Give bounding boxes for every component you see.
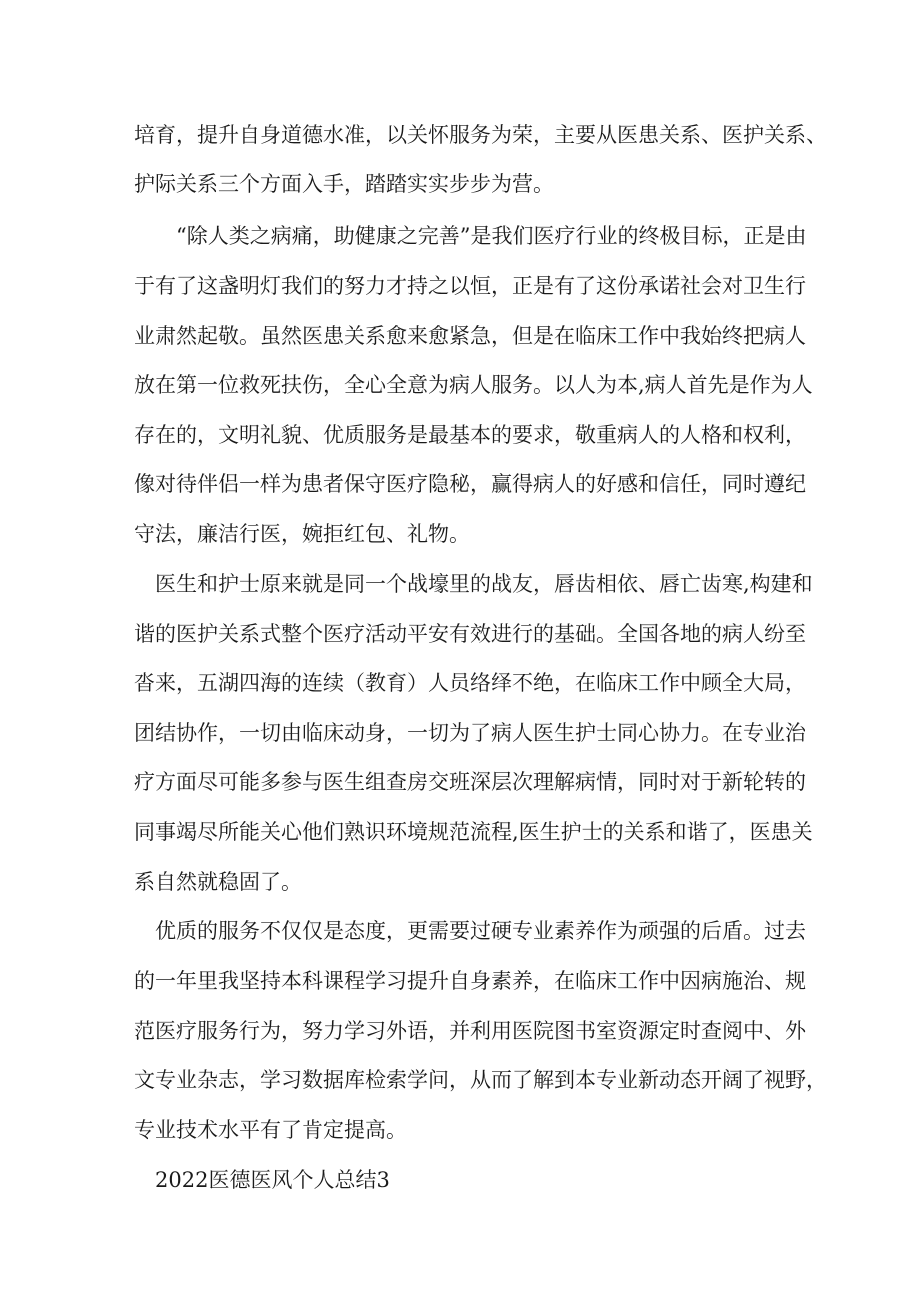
- paragraph-4-line-3: 范医疗服务行为，努力学习外语，并利用医院图书室资源定时查阅中、外: [134, 1019, 806, 1043]
- paragraph-3-line-4: 团结协作，一切由临床动身，一切为了病人医生护士同心协力。在专业治: [134, 721, 806, 745]
- paragraph-3-line-2: 谐的医护关系式整个医疗活动平安有效进行的基础。全国各地的病人纷至: [134, 622, 806, 646]
- paragraph-4-line-4: 文专业杂志，学习数据库检索学问，从而了解到本专业新动态开阔了视野，: [134, 1068, 827, 1092]
- paragraph-1-line-2: 护际关系三个方面入手，踏踏实实步步为营。: [134, 172, 554, 196]
- paragraph-4-line-1: 优质的服务不仅仅是态度，更需要过硬专业素养作为顽强的后盾。过去: [155, 919, 806, 943]
- paragraph-3-line-7: 系自然就稳固了。: [134, 870, 302, 894]
- paragraph-2-line-5: 存在的，文明礼貌、优质服务是最基本的要求，敬重病人的人格和权利，: [134, 423, 806, 447]
- paragraph-2-line-6: 像对待伴侣一样为患者保守医疗隐秘，赢得病人的好感和信任，同时遵纪: [134, 472, 806, 496]
- paragraph-4-line-5: 专业技术水平有了肯定提高。: [134, 1118, 407, 1142]
- paragraph-3-line-3: 沓来，五湖四海的连续（教育）人员络绎不绝，在临床工作中顾全大局，: [134, 671, 806, 695]
- paragraph-3-line-6: 同事竭尽所能关心他们熟识环境规范流程,医生护士的关系和谐了，医患关: [134, 820, 813, 844]
- paragraph-1-line-1: 培育，提升自身道德水准，以关怀服务为荣，主要从医患关系、医护关系、: [134, 123, 827, 147]
- paragraph-2-line-7: 守法，廉洁行医，婉拒红包、礼物。: [134, 522, 470, 546]
- paragraph-2-line-2: 于有了这盏明灯我们的努力才持之以恒，正是有了这份承诺社会对卫生行: [134, 274, 806, 298]
- paragraph-2-line-4: 放在第一位救死扶伤，全心全意为病人服务。以人为本,病人首先是作为人: [134, 373, 813, 397]
- paragraph-4-line-2: 的一年里我坚持本科课程学习提升自身素养，在临床工作中因病施治、规: [134, 969, 806, 993]
- paragraph-2-line-3: 业肃然起敬。虽然医患关系愈来愈紧急，但是在临床工作中我始终把病人: [134, 324, 806, 348]
- section-heading: 2022医德医风个人总结3: [155, 1168, 390, 1192]
- paragraph-3-line-5: 疗方面尽可能多参与医生组查房交班深层次理解病情，同时对于新轮转的: [134, 770, 806, 794]
- paragraph-2-line-1: “除人类之病痛，助健康之完善”是我们医疗行业的终极目标，正是由: [176, 224, 807, 248]
- paragraph-3-line-1: 医生和护士原来就是同一个战壕里的战友，唇齿相依、唇亡齿寒,构建和: [155, 572, 813, 596]
